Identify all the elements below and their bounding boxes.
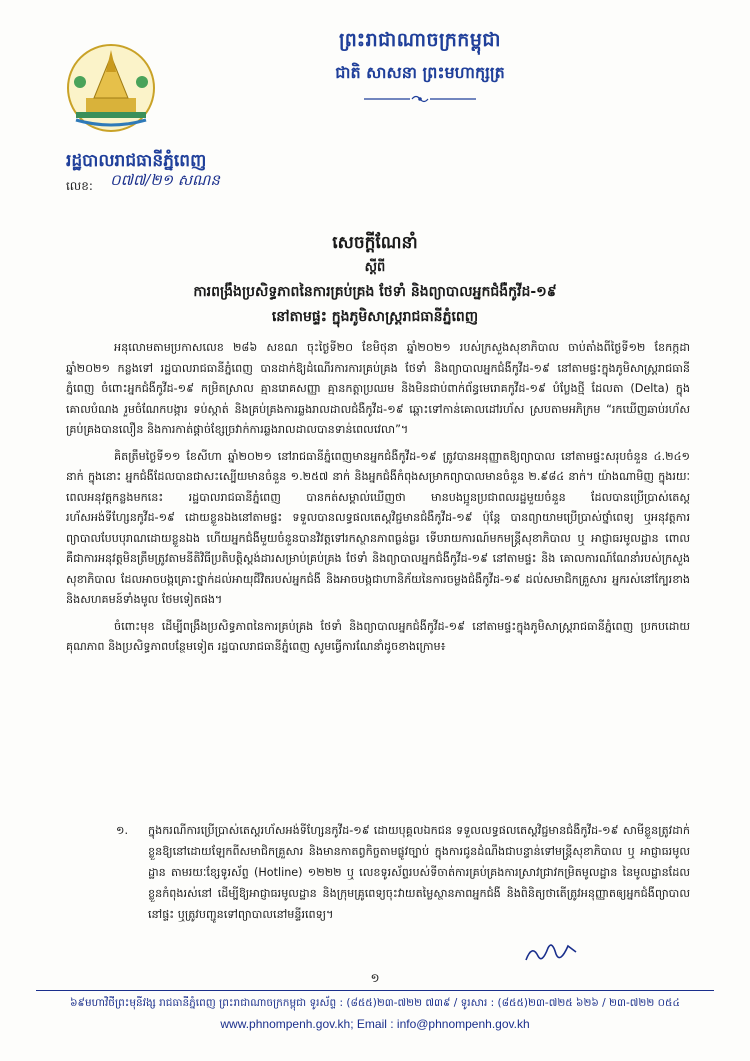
- footer-contact: www.phnompenh.gov.kh; Email : info@phnompenh.gov.kh: [220, 1017, 530, 1031]
- phnom-penh-emblem-icon: [56, 42, 166, 134]
- footer-divider: [36, 990, 714, 991]
- issuing-authority: រដ្ឋបាលរាជធានីភ្នំពេញ: [66, 151, 207, 171]
- document-title: [120, 232, 630, 328]
- initials-signature-icon: [522, 938, 582, 968]
- title-line-3: ការពង្រឹងប្រសិទ្ធភាពនៃការគ្រប់គ្រង ថែទាំ និងព្យាបាលអ្នកជំងឺកូវីដ-១៩: [193, 284, 557, 300]
- paragraph: អនុលោមតាមប្រកាសលេខ ២៨៦ សខណ ចុះថ្ងៃទី២០ ខែមិថុនា ឆ្នាំ២០២១ របស់ក្រសួងសុខាភិបាល ចាប់តាំងពីថ្ងៃទី១២ ខែកក្កដា ឆ្នាំ២០២១ កន្លងទៅ រដ្ឋបាលរាជធានីភ្នំពេញ បានដាក់ឱ្យដំណើរការការគ្រប់គ្រង ថែទាំ និងព្យាបាលអ្នកជំងឺកូវីដ-១៩ នៅតាមផ្ទះក្នុងភូមិសាស្ត្ររាជធានីភ្នំពេញ ចំពោះអ្នកជំងឺកូវីដ-១៩ កម្រិតស្រាល គ្មានរោគសញ្ញា គ្មានកត្តាប្រឈម និងមិនជាប់ពាក់ព័ន្ធមេរោគកូវីដ-១៩ បំប្លែងថ្មី ដែលតា (Delta) ក្នុងគោលបំណង រួមចំណែកបង្ការ ទប់ស្កាត់ និងគ្រប់គ្រងការឆ្លងរាលដាលជំងឺកូវីដ-១៩ ឆ្ពោះទៅកាន់គោលដៅរហ័ស ស្របតាមអភិក្រម “រកឃើញឆាប់រហ័ស គ្រប់គ្រងបានលឿន និងការកាត់ផ្តាច់ខ្សែច្រវាក់ការឆ្លងរាលដាលបានទាន់ពេលវេលា”។: [66, 341, 690, 436]
- list-item-text: ក្នុងករណីការប្រើប្រាស់តេស្តរហ័សអង់ទីហ្សែនកូវីដ-១៩ ដោយបុគ្គលឯកជន ទទួលលទ្ធផលតេស្តវិជ្ជមានជំងឺកូវីដ-១៩ សាមីខ្លួនត្រូវដាក់ខ្លួនឱ្យនៅដោយឡែកពីសមាជិកគ្រួសារ និងមានកាតព្វកិច្ចតាមផ្លូវច្បាប់ ក្នុងការជូនដំណឹងជាបន្ទាន់ទៅមន្ត្រីសុខាភិបាល ឬ អាជ្ញាធរមូលដ្ឋាន តាមរយៈខ្សែទូរស័ព្ទ (Hotline) ១២២២ ឬ លេខទូរស័ព្ទរបស់ទីចាត់ការគ្រប់គ្រងការស្រាវជ្រាវកម្រិតមូលដ្ឋាន នៃមូលដ្ឋានដែលខ្លួនកំពុងរស់នៅ ដើម្បីឱ្យអាជ្ញាធរមូលដ្ឋាន និងក្រុមគ្រូពេទ្យចុះវាយតម្លៃស្ថានភាពអ្នកជំងឺ និងពិនិត្យថាតើត្រូវអនុញ្ញាតឲ្យអ្នកជំងឺព្យាបាលនៅផ្ទះ ឬត្រូវបញ្ជូនទៅព្យាបាលនៅមន្ទីរពេទ្យ។: [148, 824, 690, 921]
- header-ornament-icon: [360, 94, 480, 104]
- reference-label: លេខ:: [66, 179, 93, 193]
- body-text: [66, 338, 690, 664]
- kingdom-header: [250, 28, 590, 108]
- paragraph: គិតត្រឹមថ្ងៃទី១១ ខែសីហា ឆ្នាំ២០២១ នៅរាជធានីភ្នំពេញមានអ្នកជំងឺកូវីដ-១៩ ត្រូវបានអនុញ្ញាតឱ្យព្យាបាល នៅតាមផ្ទះសរុបចំនួន ៤.២៤១ នាក់ ក្នុងនោះ អ្នកជំងឺដែលបានជាសះស្បើយមានចំនួន ១.២៥៧ នាក់ និងអ្នកជំងឺកំពុងសម្រាកព្យាបាលមានចំនួន ២.៩៨៤ នាក់។ យ៉ាងណាមិញ ក្នុងរយៈពេលអនុវត្តកន្លងមកនេះ រដ្ឋបាលរាជធានីភ្នំពេញ បានកត់សម្គាល់ឃើញថា មានបងប្អូនប្រជាពលរដ្ឋមួយចំនួន ដែលបានប្រើប្រាស់តេស្តរហ័សអង់ទីហ្សែនកូវីដ-១៩ ដោយខ្លួនឯងនៅតាមផ្ទះ ទទួលបានលទ្ធផលតេស្តវិជ្ជមានជំងឺកូវីដ-១៩ ប៉ុន្តែ បានព្យាយាមប្រើប្រាស់ថ្នាំពេទ្យ ឬអនុវត្តការព្យាបាលបែបបុរាណដោយខ្លួនឯង ហើយអ្នកជំងឺមួយចំនួនបានវិវត្តទៅរកស្ថានភាពធ្ងន់ធ្ងរ ទើបរាយការណ៍មកមន្ត្រីសុខាភិបាល ឬ អាជ្ញាធរមូលដ្ឋាន ពោលគឺជាការអនុវត្តមិនត្រឹមត្រូវតាមនីតិវិធីប្រតិបត្តិស្តង់ដារសម្រាប់គ្រប់គ្រង ថែទាំ និងព្យាបាលអ្នកជំងឺកូវីដ-១៩ នៅតាមផ្ទះ និង គោលការណ៍ណែនាំរបស់ក្រសួងសុខាភិបាល ដែលអាចបង្កគ្រោះថ្នាក់ដល់អាយុជីវិតរបស់អ្នកជំងឺ និងអាចបង្កជាហានិភ័យនៃការចម្លងជំងឺកូវីដ-១៩ ដល់សមាជិកគ្រួសារ អ្នករស់នៅក្បែរខាង និងសហគមន៍ទាំងមូល ថែមទៀតផង។: [66, 449, 690, 606]
- footer-address: ៦៩មហាវិថីព្រះមុនីវង្ស រាជធានីភ្នំពេញ ព្រះរាជាណាចក្រកម្ពុជា ទូរស័ព្ទ : (៨៥៥)២៣-៧២២ ៧៣៩ / ទូរសារ : (៨៥៥)២៣-៧២៥ ៦២៦ / ២៣-៧២២ ០៥៤: [70, 997, 680, 1009]
- title-line-1: សេចក្តីណែនាំ: [332, 233, 418, 253]
- national-motto: ជាតិ សាសនា ព្រះមហាក្សត្រ: [335, 63, 505, 82]
- list-item-number: ១.: [116, 824, 129, 837]
- title-line-4: នៅតាមផ្ទះ ក្នុងភូមិសាស្ត្ររាជធានីភ្នំពេញ: [271, 309, 479, 325]
- title-line-2: ស្តីពី: [364, 260, 386, 275]
- paragraph: ចំពោះមុខ ដើម្បីពង្រឹងប្រសិទ្ធភាពនៃការគ្រប់គ្រង ថែទាំ និងព្យាបាលអ្នកជំងឺកូវីដ-១៩ នៅតាមផ្ទះក្នុងភូមិសាស្ត្ររាជធានីភ្នំពេញ ប្រកបដោយគុណភាព និងប្រសិទ្ធភាពបន្ថែមទៀត រដ្ឋបាលរាជធានីភ្នំពេញ សូមធ្វើការណែនាំដូចខាងក្រោម៖: [66, 619, 690, 653]
- page-number: ១: [370, 971, 380, 985]
- reference-number: ០៧៧/២១ សណន: [110, 171, 220, 189]
- list-item: [66, 820, 690, 925]
- kingdom-title: ព្រះរាជាណាចក្រកម្ពុជា: [339, 29, 501, 51]
